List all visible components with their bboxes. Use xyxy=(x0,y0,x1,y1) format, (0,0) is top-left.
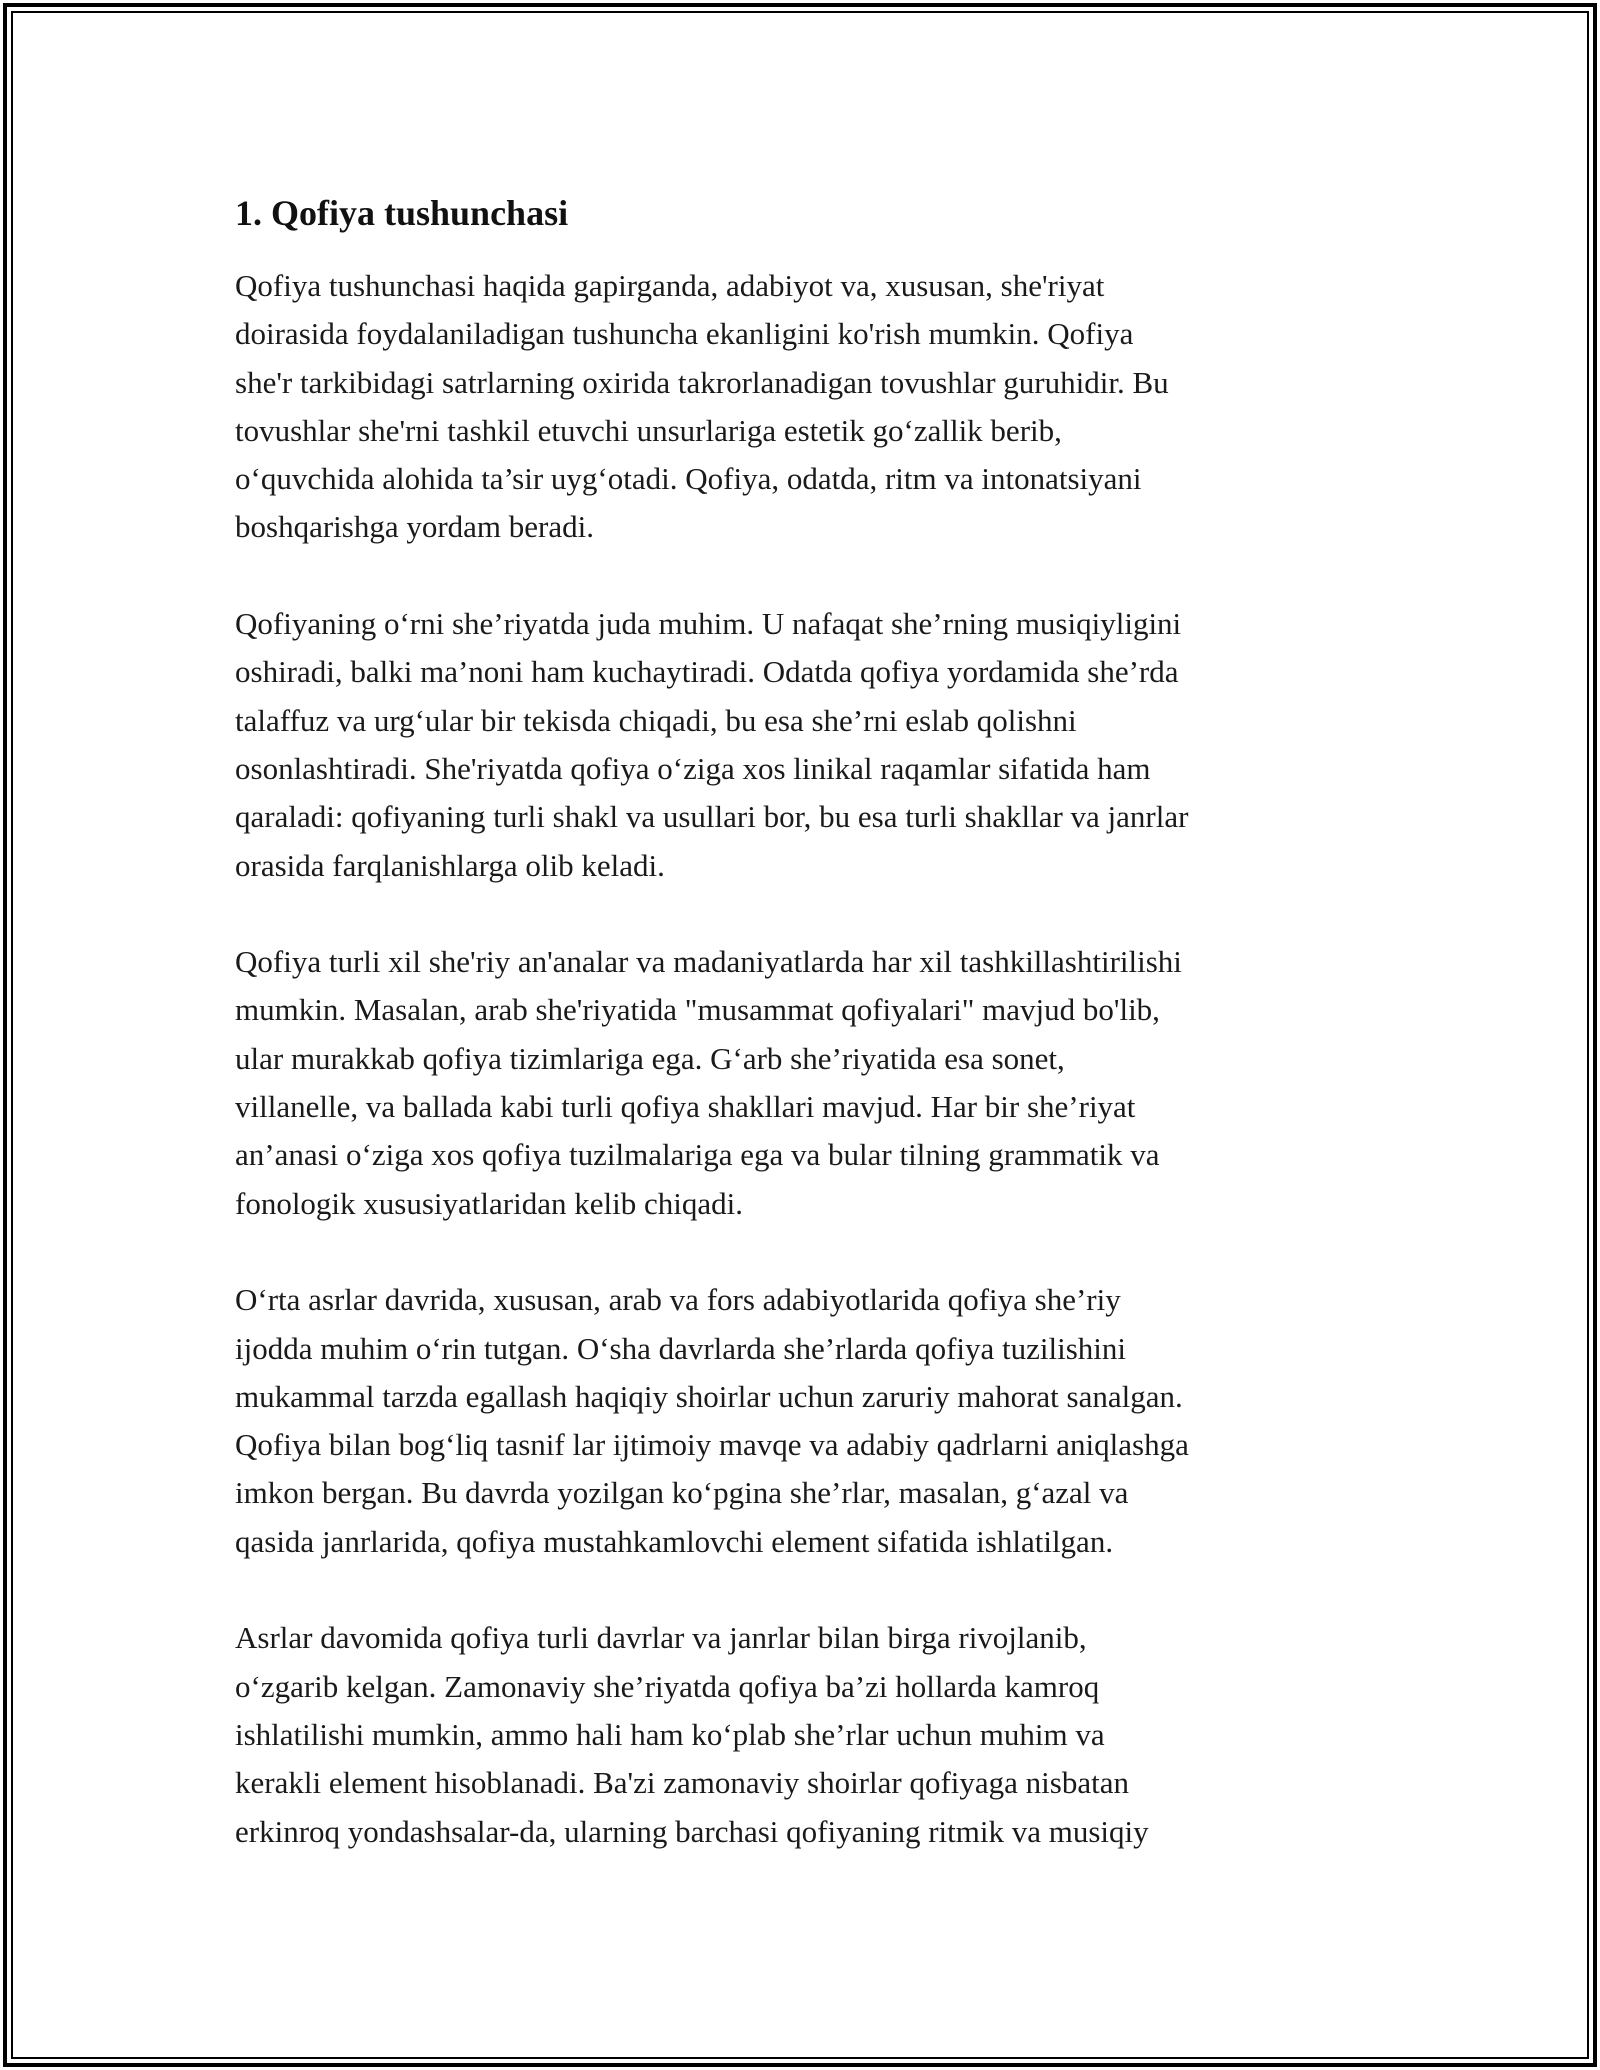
paragraph-1: Qofiya tushunchasi haqida gapirganda, adabiyot va, xususan, she'riyat doirasida foydalaniladigan tushuncha ekanligini ko'rish mumkin. Qofiya she'r tarkibidagi satrlarning oxirida takrorlanadigan tovushlar guruhidir. Bu tovushlar she'rni tashkil etuvchi unsurlariga estetik go‘zallik berib, o‘quvchida alohida ta’sir uyg‘otadi. Qofiya, odatda, ritm va intonatsiyani boshqarishga yordam beradi. xyxy=(235,268,1169,545)
paragraph-3: Qofiya turli xil she'riy an'analar va madaniyatlarda har xil tashkillashtirilishi mumkin. Masalan, arab she'riyatida "musammat qofiyalari" mavjud bo'lib, ular murakkab qofiya tizimlariga ega. G‘arb she’riyatida esa sonet, villanelle, va ballada kabi turli qofiya shakllari mavjud. Har bir she’riyat an’anasi o‘ziga xos qofiya tuzilmalariga ega va bular tilning grammatik va fonologik xususiyatlaridan kelib chiqadi. xyxy=(235,944,1182,1221)
section-heading: 1. Qofiya tushunchasi xyxy=(235,193,569,233)
document-body xyxy=(235,184,1380,1904)
paragraph-5: Asrlar davomida qofiya turli davrlar va janrlar bilan birga rivojlanib, o‘zgarib kelgan. Zamonaviy she’riyatda qofiya ba’zi hollarda kamroq ishlatilishi mumkin, ammo hali ham ko‘plab she’rlar uchun muhim va kerakli element hisoblanadi. Ba'zi zamonaviy shoirlar qofiyaga nisbatan erkinroq yondashsalar-da, ularning barchasi qofiyaning ritmik va musiqiy xyxy=(235,1620,1149,1849)
paragraph-2: Qofiyaning o‘rni she’riyatda juda muhim. U nafaqat she’rning musiqiyligini oshiradi, balki ma’noni ham kuchaytiradi. Odatda qofiya yordamida she’rda talaffuz va urg‘ular bir tekisda chiqadi, bu esa she’rni eslab qolishni osonlashtiradi. She'riyatda qofiya o‘ziga xos linikal raqamlar sifatida ham qaraladi: qofiyaning turli shakl va usullari bor, bu esa turli shakllar va janrlar orasida farqlanishlarga olib keladi. xyxy=(235,606,1189,883)
paragraph-4: O‘rta asrlar davrida, xususan, arab va fors adabiyotlarida qofiya she’riy ijodda muhim o‘rin tutgan. O‘sha davrlarda she’rlarda qofiya tuzilishini mukammal tarzda egallash haqiqiy shoirlar uchun zaruriy mahorat sanalgan. Qofiya bilan bog‘liq tasnif lar ijtimoiy mavqe va adabiy qadrlarni aniqlashga imkon bergan. Bu davrda yozilgan ko‘pgina she’rlar, masalan, g‘azal va qasida janrlarida, qofiya mustahkamlovchi element sifatida ishlatilgan. xyxy=(235,1282,1189,1559)
